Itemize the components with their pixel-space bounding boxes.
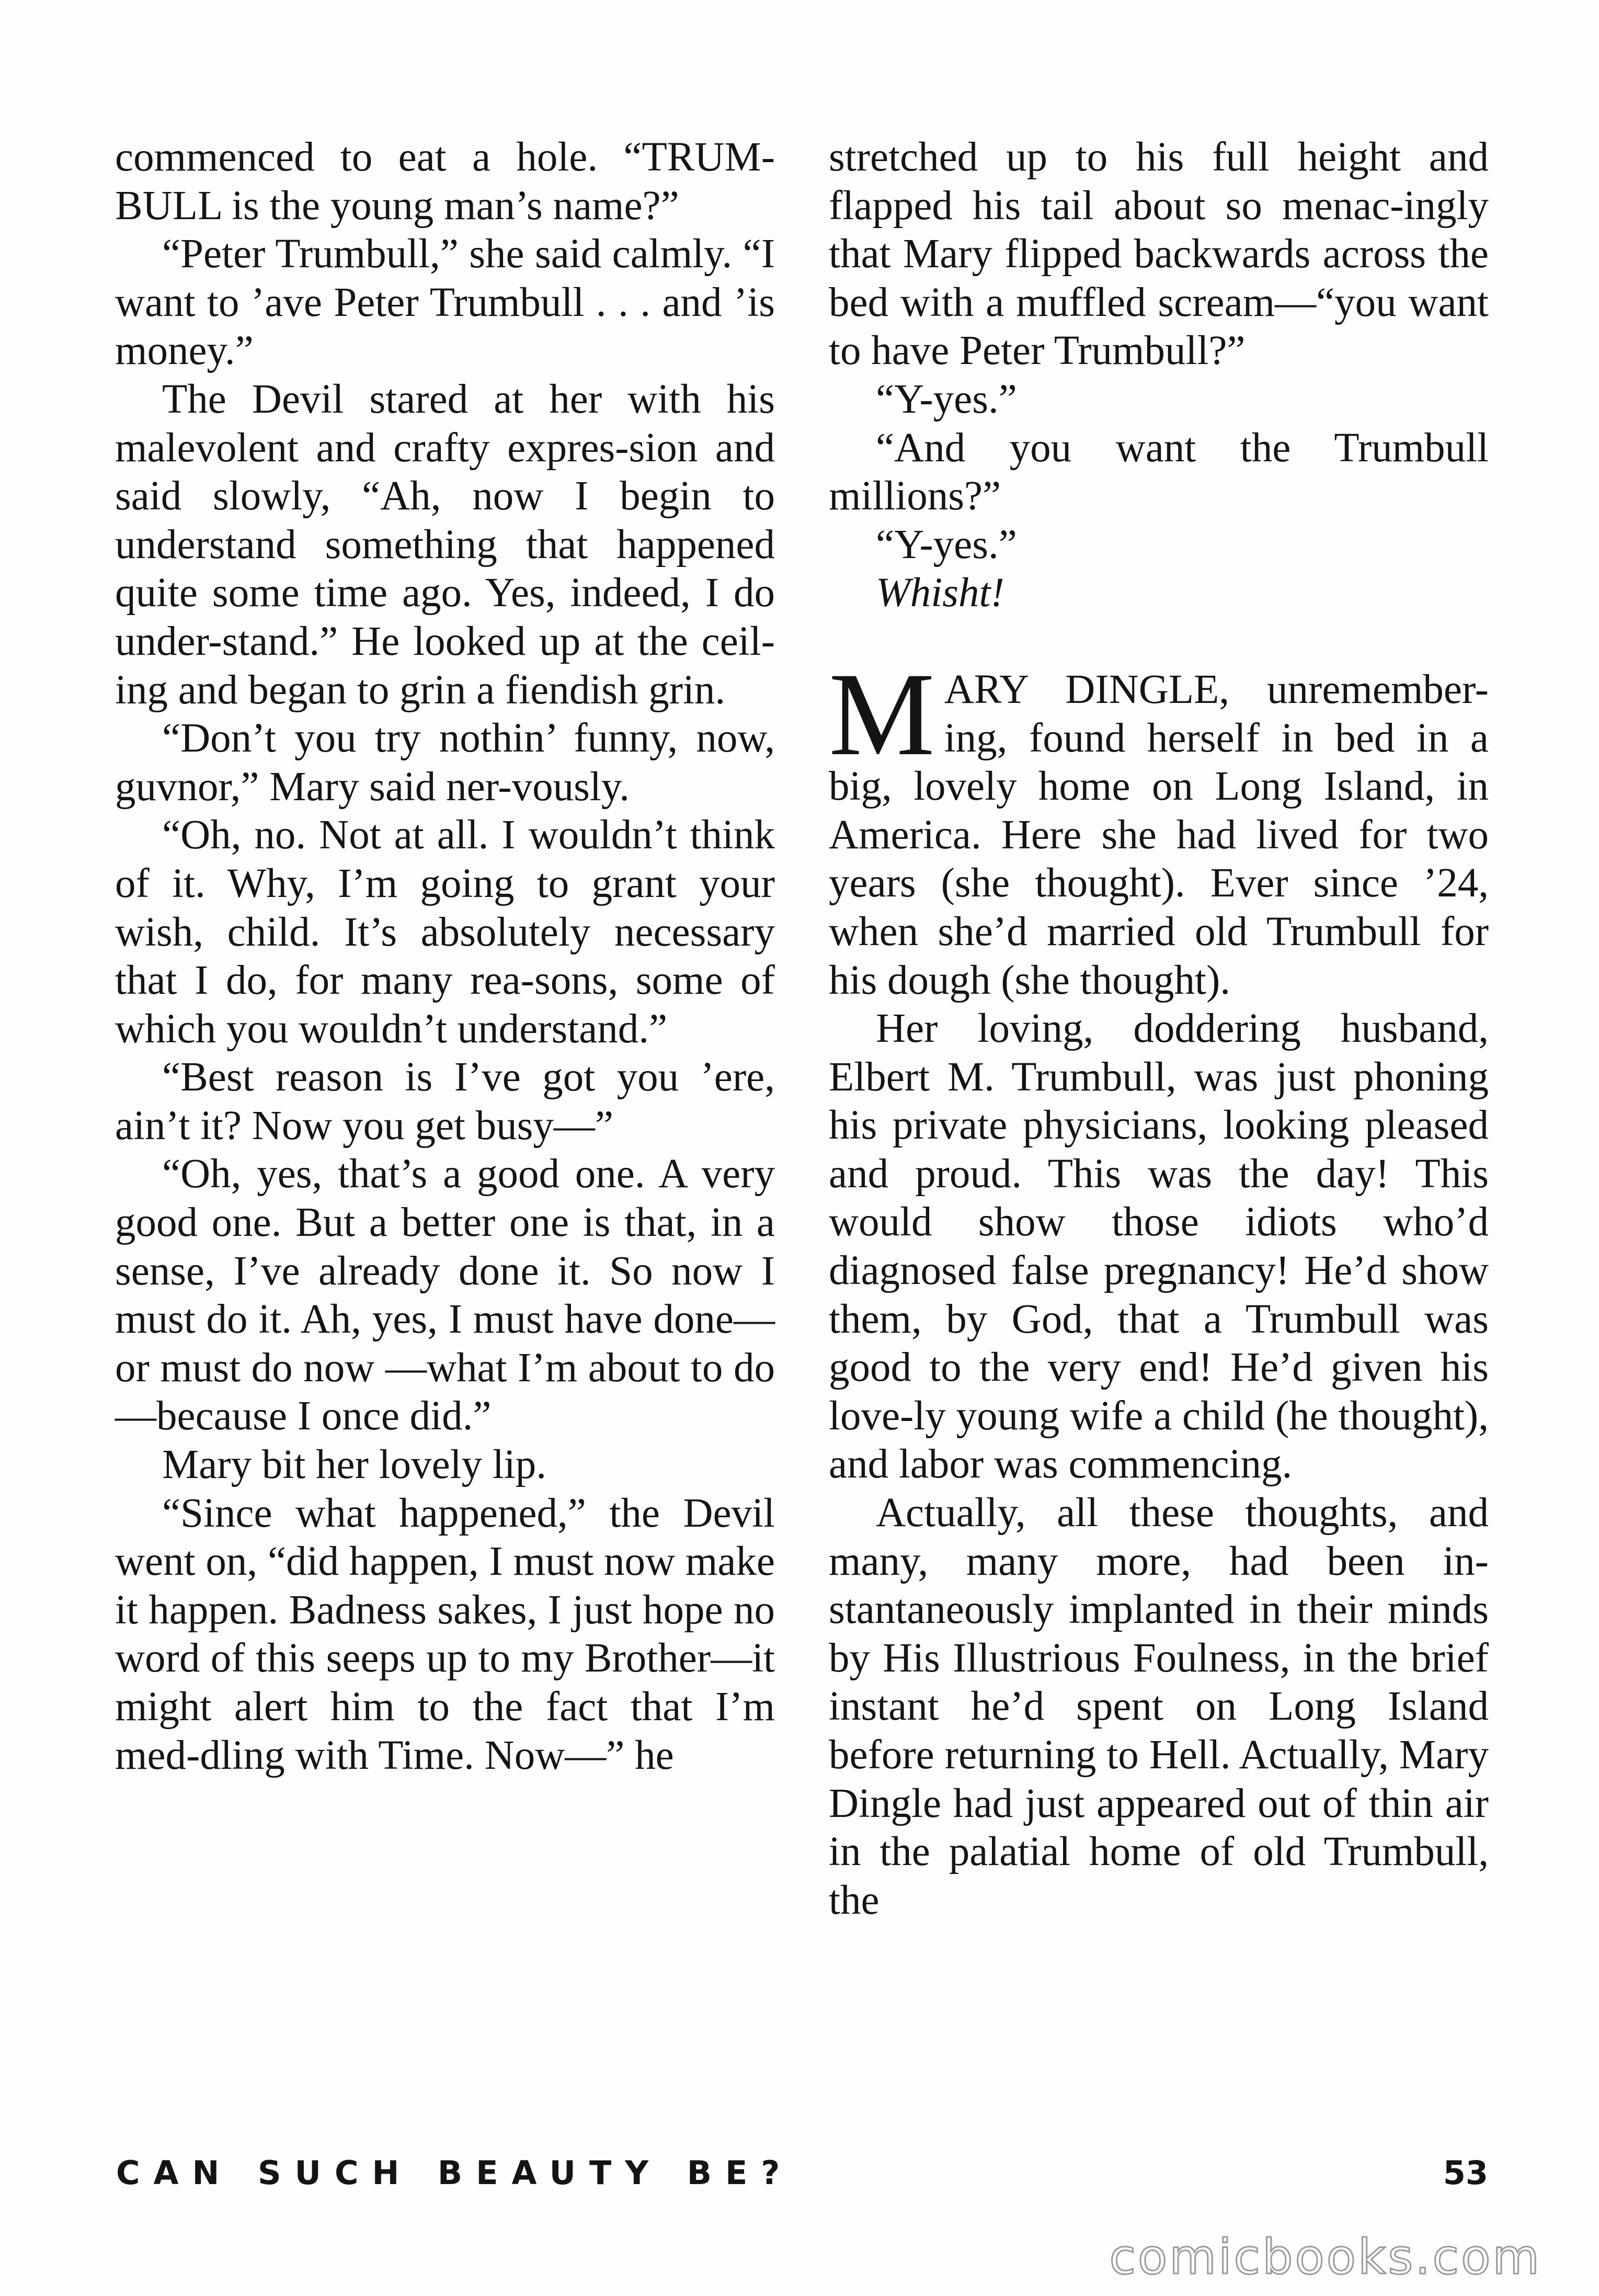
paragraph: stretched up to his full height and flapped his tail about so menac-ingly that Mary flipped backwards across the bed with a muffled scream—“you want to have Peter Trumbull?” — [829, 134, 1489, 374]
paragraph-text: ARY DINGLE, unremember-ing, found herself in bed in a big, lovely home on Long Island, in America. Here she had lived for two years (she thought). Ever since ’24, when she’d married old Trumbull for his dough (she thought). — [829, 666, 1489, 1003]
paragraph: Mary bit her lovely lip. — [162, 1442, 546, 1488]
page-number: 53 — [1443, 2154, 1488, 2192]
paragraph: “Y-yes.” — [876, 376, 1017, 422]
drop-cap-letter: M — [829, 648, 935, 780]
paragraph: “And you want the Trumbull millions?” — [829, 425, 1489, 519]
left-text-column — [115, 133, 775, 1780]
paragraph-with-drop-cap — [829, 648, 1489, 1005]
paragraph: “Oh, yes, that’s a good one. A very good one. But a better one is that, in a sense, I’ve already done it. So now I must do it. Ah, yes, I must have done—or must do now —what I’m about to do—because I once did.” — [115, 1151, 775, 1439]
running-footer-title: CAN SUCH BEAUTY BE? — [116, 2154, 794, 2192]
paragraph: Her loving, doddering husband, Elbert M. Trumbull, was just phoning his private physicians, looking pleased and proud. This was the day! This would show those idiots who’d diagnosed false pregnancy! He’d show them, by God, that a Trumbull was good to the very end! He’d given his love-ly young wife a child (he thought), and labor was commencing. — [829, 1006, 1489, 1487]
paragraph: “Oh, no. Not at all. I wouldn’t think of it. Why, I’m going to grant your wish, child. It’s absolutely necessary that I do, for many rea-sons, some of which you wouldn’t understand.” — [115, 812, 775, 1052]
section-closing-line — [829, 569, 1489, 618]
italic-exclamation: Whisht! — [876, 570, 1004, 616]
right-text-column — [829, 133, 1489, 1925]
paragraph: “Peter Trumbull,” she said calmly. “I want to ’ave Peter Trumbull . . . and ’is money.” — [115, 231, 775, 374]
paragraph: The Devil stared at her with his malevolent and crafty expres-sion and said slowly, “Ah, now I begin to understand something that happened quite some time ago. Yes, indeed, I do under-stand.” He looked up at the ceil-ing and began to grin a fiendish grin. — [115, 376, 775, 713]
watermark-logo: comicbooks.com — [1109, 2229, 1541, 2285]
paragraph: “Y-yes.” — [876, 521, 1017, 567]
paragraph: “Since what happened,” the Devil went on, “did happen, I must now make it happen. Badness sakes, I just hope no word of this seeps up to my Brother—it might alert him to the fact that I’m med-dling with Time. Now—” he — [115, 1490, 775, 1778]
paragraph: commenced to eat a hole. “TRUM-BULL is the young man’s name?” — [115, 134, 775, 229]
paragraph: “Best reason is I’ve got you ’ere, ain’t it? Now you get busy—” — [115, 1054, 775, 1149]
paragraph: “Don’t you try nothin’ funny, now, guvnor,” Mary said ner-vously. — [115, 715, 775, 810]
paragraph: Actually, all these thoughts, and many, many more, had been in-stantaneously implanted in their minds by His Illustrious Foulness, in the brief instant he’d spent on Long Island before returning to Hell. Actually, Mary Dingle had just appeared out of thin air in the palatial home of old Trumbull, the — [829, 1490, 1489, 1923]
